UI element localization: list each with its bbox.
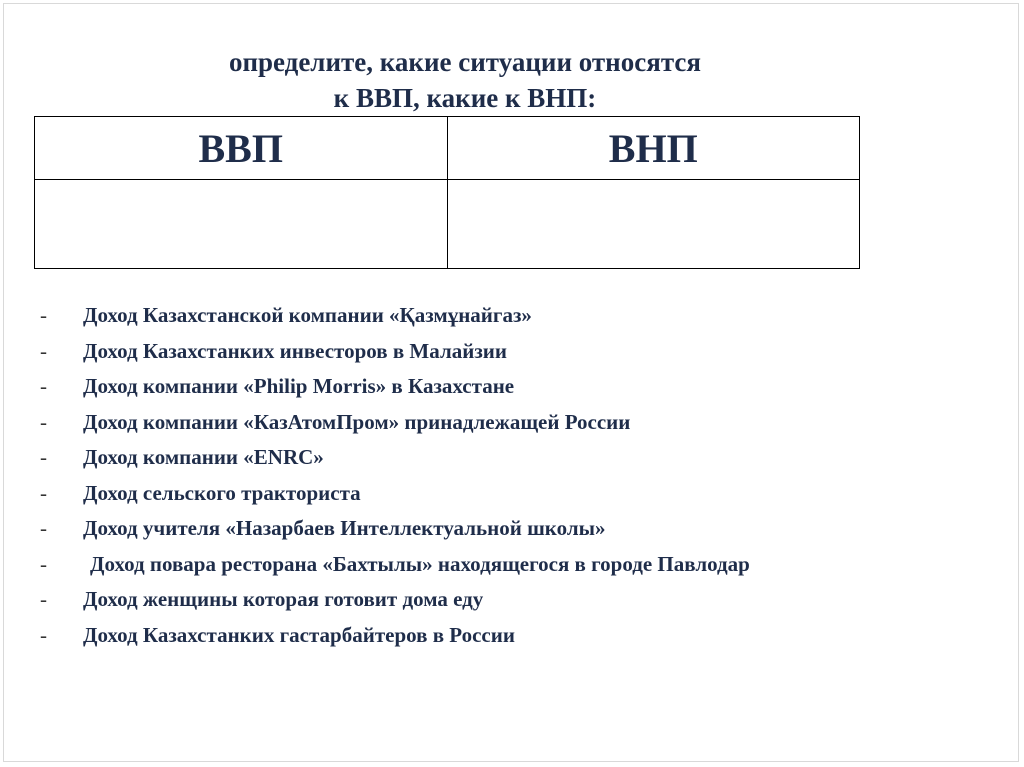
gdp-gnp-table bbox=[34, 116, 860, 269]
list-item-text: Доход повара ресторана «Бахтылы» находящегося в городе Павлодар bbox=[90, 551, 750, 576]
list-item-text: Доход компании «ENRC» bbox=[83, 445, 324, 469]
table-header-row bbox=[35, 117, 860, 180]
slide-title-line-1: определите, какие ситуации относятся bbox=[228, 47, 702, 77]
header-gdp: ВВП bbox=[35, 117, 448, 180]
list-marker: - bbox=[40, 374, 47, 398]
table-answer-row bbox=[35, 180, 860, 269]
list-marker: - bbox=[40, 516, 47, 540]
list-item-text: Доход Казахстанких гастарбайтеров в России bbox=[83, 622, 515, 647]
answer-cell-gnp[interactable] bbox=[447, 180, 860, 269]
answer-cell-gdp[interactable] bbox=[35, 180, 448, 269]
list-marker: - bbox=[40, 338, 47, 363]
list-marker: - bbox=[40, 587, 47, 611]
list-item-text: Доход Казахстанской компании «Қазмұнайгаз» bbox=[83, 303, 532, 327]
list-marker: - bbox=[40, 303, 47, 327]
list-marker: - bbox=[40, 622, 47, 647]
header-gnp: ВНП bbox=[447, 117, 860, 180]
slide-title-line-2: к ВВП, какие к ВНП: bbox=[333, 83, 597, 113]
list-marker: - bbox=[40, 480, 47, 505]
list-marker: - bbox=[40, 445, 47, 469]
list-item-text: Доход Казахстанких инвесторов в Малайзии bbox=[83, 338, 507, 363]
list-item-text: Доход компании «Philip Morris» в Казахстане bbox=[83, 374, 515, 398]
list-marker: - bbox=[40, 551, 47, 576]
list-item-text: Доход учителя «Назарбаев Интеллектуальной школы» bbox=[83, 516, 606, 540]
list-item-text: Доход женщины которая готовит дома еду bbox=[83, 587, 484, 611]
list-item-text: Доход компании «КазАтомПром» принадлежащей России bbox=[83, 409, 631, 434]
list-marker: - bbox=[40, 409, 47, 434]
list-item-text: Доход сельского тракториста bbox=[83, 480, 361, 505]
